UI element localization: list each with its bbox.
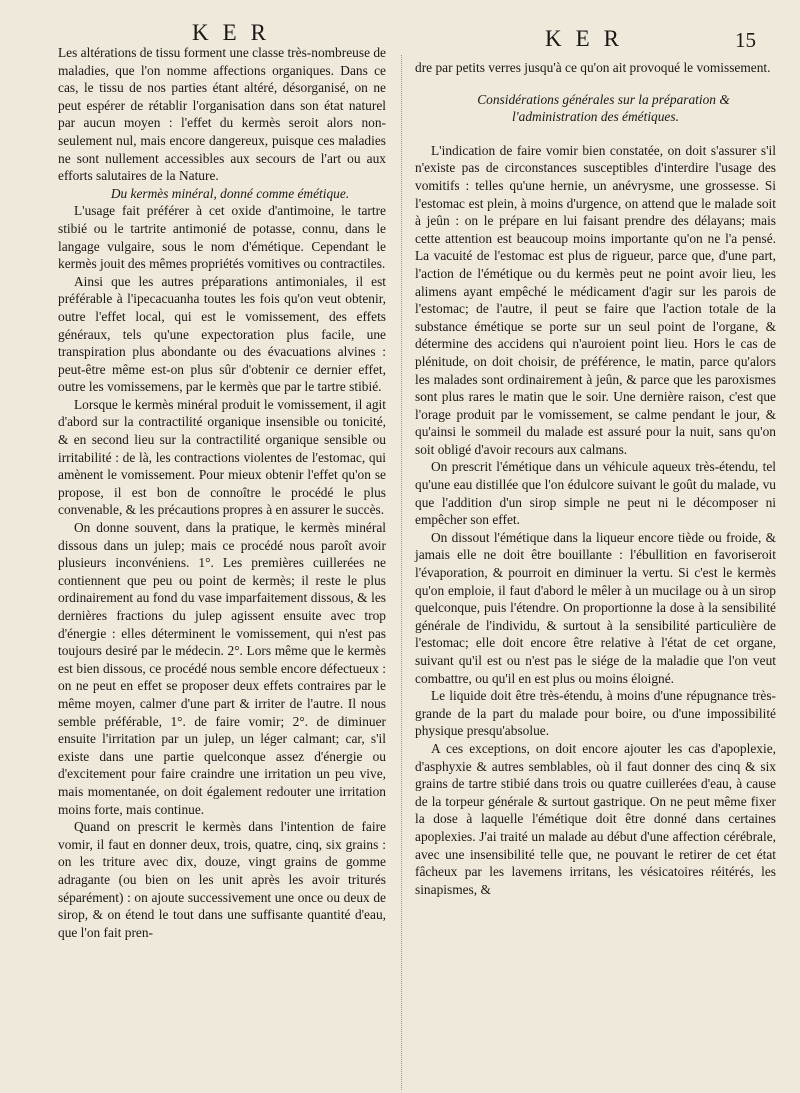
section-heading: Du kermès minéral, donné comme émétique. [110, 185, 350, 201]
paragraph: Le liquide doit être très-étendu, à moins d'une répugnance très-grande de la part du malade pour boire, ou d'une impossibilité physique presqu'absolue. [415, 688, 776, 739]
running-head-right: KER [545, 26, 633, 51]
page-number: 15 [735, 28, 756, 52]
paragraph: On donne souvent, dans la pratique, le kermès minéral dissous dans un julep; mais ce procédé nous paroît avoir plusieurs inconvéniens. 1°. Les premières cuillerées ne contiennent que peu ou point de kermès; il reste le plus ordinairement au fond du vase imparfaitement dissous, & les dernières fractions du julep agissent ensuite avec trop d'énergie : elles déterminent le vomissement, qui n'est pas toujours desiré par le médecin. 2°. Lors même que le kermès est bien dissous, ce procédé nous semble encore défectueux : on ne peut en effet se proposer deux effets contraires par le même moyen, calmer d'une part & irriter de l'autre. Il nous semble préférable, 1°. de faire vomir; 2°. de diminuer ensuite l'irritation par un julep, un léger calmant; car, s'il existe dans une partie quelconque assez d'énergie ou d'excitement pour faire craindre une irritation un peu vive, mais momentanée, on doit également redouter une irritation moins forte, mais continue. [58, 520, 386, 817]
paragraph: On prescrit l'émétique dans un véhicule aqueux très-étendu, tel qu'une eau distillée que l'on édulcore suivant le goût du malade, vu que l'addition d'un sirop simple ne peut ni le décomposer ni empêcher son effet. [415, 459, 776, 528]
running-head-left: KER [192, 20, 280, 45]
column-divider [401, 55, 402, 1090]
paragraph: A ces exceptions, on doit encore ajouter les cas d'apoplexie, d'asphyxie & autres semblables, où il faut donner des cinq & six grains de tartre stibié dans trois ou quatre cuillerées d'eau, à cause de la torpeur générale & surtout gastrique. On ne peut même fixer la dose à laquelle l'émétique doit être donné dans certaines apoplexies. J'ai traité un malade au début d'une affection cérébrale, avec une insensibilité telle que, ne pouvant le retirer de cet état fâcheux par les lavemens irritans, les vésicatoires réitérés, les sinapismes, & [415, 740, 776, 897]
paragraph: Quand on prescrit le kermès dans l'intention de faire vomir, il faut en donner deux, trois, quatre, cinq, six grains : on les triture avec dix, douze, vingt grains de gomme adragante (ou bien on les unit après les avoir triturés séparément) : on ajoute successivement une once ou deux de sirop, & on étend le tout dans une suffisante quantité d'eau, que l'on fait pren- [58, 819, 386, 940]
section-heading: Considérations générales sur la préparation & l'administration des émétiques. [477, 91, 730, 125]
right-column [415, 59, 776, 898]
paragraph: L'usage fait préférer à cet oxide d'antimoine, le tartre stibié ou le tartrite antimonié de potasse, connu, dans le langage vulgaire, sous le nom d'émétique. Cependant le kermès jouit des mêmes propriétés vomitives ou contractiles. [58, 203, 386, 272]
left-column [58, 44, 386, 941]
paragraph: Lorsque le kermès minéral produit le vomissement, il agit d'abord sur la contractilité organique insensible ou tonicité, & en second lieu sur la contractilité organique sensible ou irritabilité : de là, les contractions violentes de l'estomac, qui amènent le vomissement. Pour mieux obtenir l'effet qu'on se propose, il est bon de connoître le procédé le plus convenable, & les précautions propres à en assurer le succès. [58, 396, 386, 518]
paragraph: Les altérations de tissu forment une classe très-nombreuse de maladies, que l'on nomme affections organiques. Dans ce cas, le tissu de nos parties étant altéré, désorganisé, on ne peut espérer de rétablir l'organisation dans son état naturel par aucun moyen : l'effet du kermès seroit alors non-seulement nul, mais encore dangereux, puisque ces maladies ne sont nullement accessibles aux secours de l'art ou aux efforts salutaires de la Nature. [58, 45, 386, 184]
paragraph: On dissout l'émétique dans la liqueur encore tiède ou froide, & jamais elle ne doit être bouillante : l'ébullition en favoriseroit l'évaporation, & pourroit en diminuer la vertu. Si c'est le kermès qu'on emploie, il faut d'abord le mêler à un mucilage ou à un sirop quelconque, puis l'étendre. On proportionne la dose à la sensibilité générale de l'individu, & surtout à la sensibilité particulière de l'estomac; elle doit encore être relative à l'état de cet organe, suivant qu'il est ou n'est pas le siége de la maladie que l'on veut combattre, ou qu'il en est plus ou moins éloigné. [415, 529, 776, 686]
paragraph: L'indication de faire vomir bien constatée, on doit s'assurer s'il n'existe pas de circonstances susceptibles d'interdire l'usage des vomitifs : telles qu'une hernie, un anévrysme, une grossesse. Si l'estomac est plein, à moins d'urgence, on attend que le malade soit à jeûn : on le prépare en lui faisant prendre des délayans; mais cette attention est beaucoup moins importante qu'on ne l'a pensé. La vacuité de l'estomac est plus de rigueur, parce que, d'une part, l'action de l'émétique ou du kermès peut ne point avoir lieu, les alimens ayant empêché le médicament d'agir sur les parois de l'estomac; de l'autre, il peut se faire que l'action totale de la substance émétique se porte sur un seul point de l'organe, & détermine des accidens qui n'auroient point lieu. Hors le cas de plénitude, on doit choisir, de préférence, le matin, parce qu'alors les malades sont ordinairement à jeûn, & parce que les paroxismes sont plus rares le matin que le soir. Une dernière raison, c'est que l'orage produit par le vomissement, se calme pendant le jour, & qu'ainsi le sommeil du malade est assuré pour la nuit, sans qu'on soit obligé d'avoir recours aux calmans. [415, 142, 776, 457]
paragraph: dre par petits verres jusqu'à ce qu'on ait provoqué le vomissement. [415, 60, 771, 75]
paragraph: Ainsi que les autres préparations antimoniales, il est préférable à l'ipecacuanha toutes les fois qu'on veut obtenir, outre l'effet local, qui est le vomissement, des effets généraux, tels qu'une expectoration plus facile, une transpiration plus abondante ou des évacuations alvines : peut-être même est-on plus sûr d'obtenir ce dernier effet, outre les vomissemens, par le kermès que par le tartre stibié. [58, 273, 386, 395]
